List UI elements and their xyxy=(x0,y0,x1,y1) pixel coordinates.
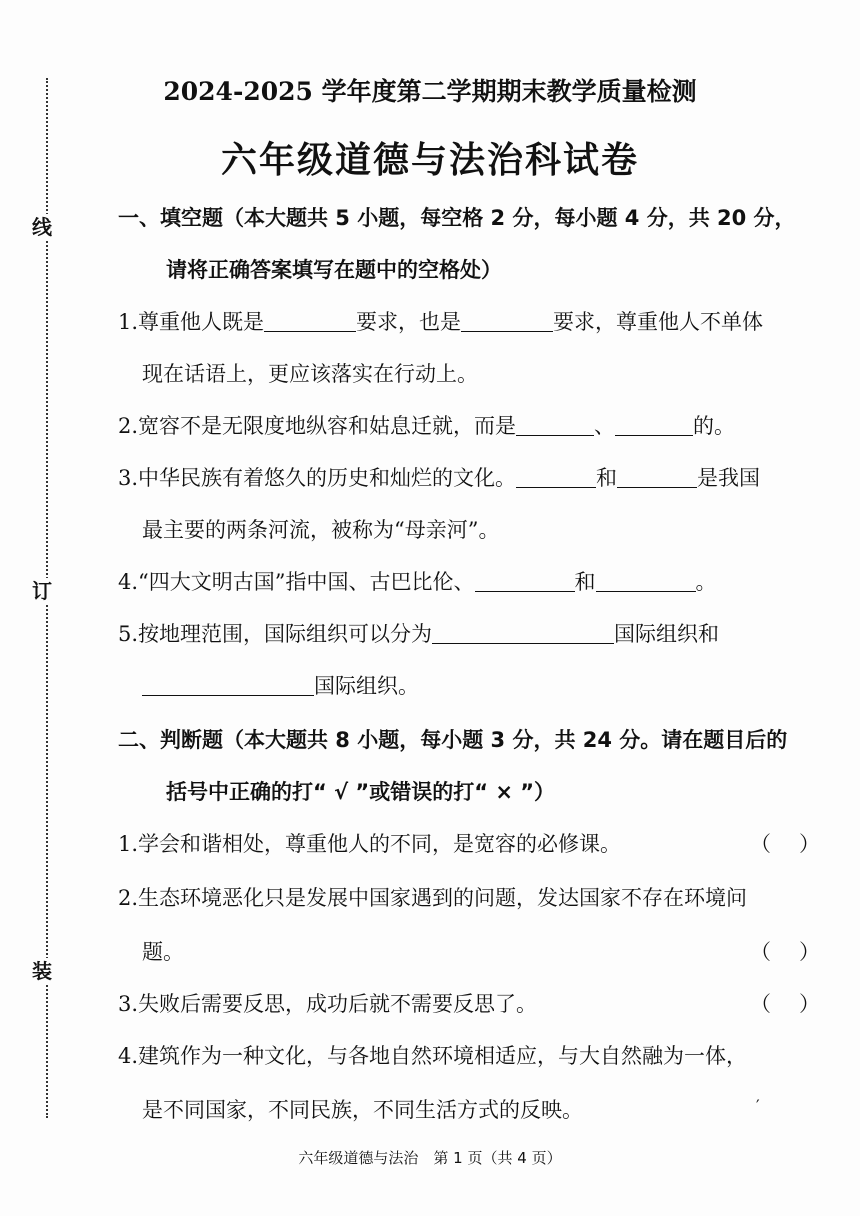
s2-q1-paren-right: ） xyxy=(799,832,820,856)
s2-q4-line1: 4.建筑作为一种文化，与各地自然环境相适应，与大自然融为一体， xyxy=(118,1044,748,1068)
s1-q1-text-a: 1.尊重他人既是 xyxy=(118,310,265,334)
s2-q3-paren-right: ） xyxy=(799,992,820,1016)
s2-q4-line2: 是不同国家，不同民族，不同生活方式的反映。 xyxy=(142,1098,583,1122)
s1-q5-blank-2[interactable] xyxy=(142,675,314,696)
exam-subtitle: 六年级道德与法治科试卷 xyxy=(220,139,639,181)
s1-q2-blank-2[interactable] xyxy=(615,415,693,436)
s1-q5-text-c: 国际组织。 xyxy=(314,674,419,698)
exam-title: 2024-2025 学年度第二学期期末教学质量检测 xyxy=(163,77,697,106)
s1-q5-blank-1[interactable] xyxy=(432,623,614,644)
s2-q1-paren-left: （ xyxy=(750,832,771,856)
s1-q5-text-b: 国际组织和 xyxy=(614,622,720,646)
s1-q5-line1 xyxy=(118,621,719,647)
s1-q3-line1 xyxy=(118,465,760,491)
s1-q1-text-c: 要求，尊重他人不单体 xyxy=(553,310,764,334)
s1-q4-blank-1[interactable] xyxy=(475,571,575,592)
s1-q5-line2 xyxy=(142,673,419,699)
s1-q1-blank-1[interactable] xyxy=(264,311,356,332)
binding-label-zhuang: 装 xyxy=(32,959,52,983)
s1-q3-text-a: 3.中华民族有着悠久的历史和灿烂的文化。 xyxy=(118,466,517,490)
s2-q2-line1: 2.生态环境恶化只是发展中国家遇到的问题，发达国家不存在环境问 xyxy=(118,886,748,910)
s1-q3-text-c: 是我国 xyxy=(697,466,761,490)
s2-q1-line: 1.学会和谐相处，尊重他人的不同，是宽容的必修课。 xyxy=(118,832,622,856)
s2-q2-line2: 题。 xyxy=(142,940,184,964)
s2-q3-answer-paren[interactable] xyxy=(750,991,820,1017)
s2-q2-answer-paren[interactable] xyxy=(750,939,820,965)
binding-label-ding: 订 xyxy=(32,579,52,603)
s2-q2-paren-right: ） xyxy=(799,940,820,964)
s1-q1-text-b: 要求，也是 xyxy=(356,310,462,334)
section2-heading-cont: 括号中正确的打“ √ ”或错误的打“ × ”） xyxy=(166,780,556,804)
s1-q1-line1 xyxy=(118,309,763,335)
s1-q4-blank-2[interactable] xyxy=(596,571,696,592)
s1-q2-blank-1[interactable] xyxy=(516,415,594,436)
s1-q5-text-a: 5.按地理范围，国际组织可以分为 xyxy=(118,622,433,646)
s1-q2-text-c: 的。 xyxy=(693,414,736,438)
s2-q2-paren-left: （ xyxy=(750,940,771,964)
binding-label-xian: 线 xyxy=(32,215,52,239)
section2-heading: 二、判断题（本大题共 8 小题，每小题 3 分，共 24 分。请在题目后的 xyxy=(118,728,788,752)
s2-q4-answer-paren-partial[interactable]: ′ xyxy=(756,1096,760,1115)
s1-q1-blank-2[interactable] xyxy=(461,311,553,332)
s1-q2-text-a: 2.宽容不是无限度地纵容和姑息迁就，而是 xyxy=(118,414,517,438)
s2-q3-line: 3.失败后需要反思，成功后就不需要反思了。 xyxy=(118,992,538,1016)
s1-q3-line2: 最主要的两条河流，被称为“母亲河”。 xyxy=(142,518,500,542)
s1-q2-line xyxy=(118,413,735,439)
section1-heading-cont: 请将正确答案填写在题中的空格处） xyxy=(166,258,502,282)
page-footer: 六年级道德与法治 第 1 页（共 4 页） xyxy=(298,1149,562,1167)
s2-q3-paren-left: （ xyxy=(750,992,771,1016)
s2-q1-answer-paren[interactable] xyxy=(750,831,820,857)
s1-q4-text-a: 4.“四大文明古国”指中国、古巴比伦、 xyxy=(118,570,475,594)
section1-heading: 一、填空题（本大题共 5 小题，每空格 2 分，每小题 4 分，共 20 分， xyxy=(118,206,796,230)
s1-q2-text-b: 、 xyxy=(594,414,616,438)
s1-q4-line xyxy=(118,569,717,595)
s1-q4-text-c: 。 xyxy=(695,570,717,594)
s1-q3-blank-1[interactable] xyxy=(516,467,596,488)
s1-q4-text-b: 和 xyxy=(574,570,596,594)
s1-q3-text-b: 和 xyxy=(596,466,618,490)
s1-q1-line2: 现在话语上，更应该落实在行动上。 xyxy=(142,362,478,386)
s1-q3-blank-2[interactable] xyxy=(617,467,697,488)
